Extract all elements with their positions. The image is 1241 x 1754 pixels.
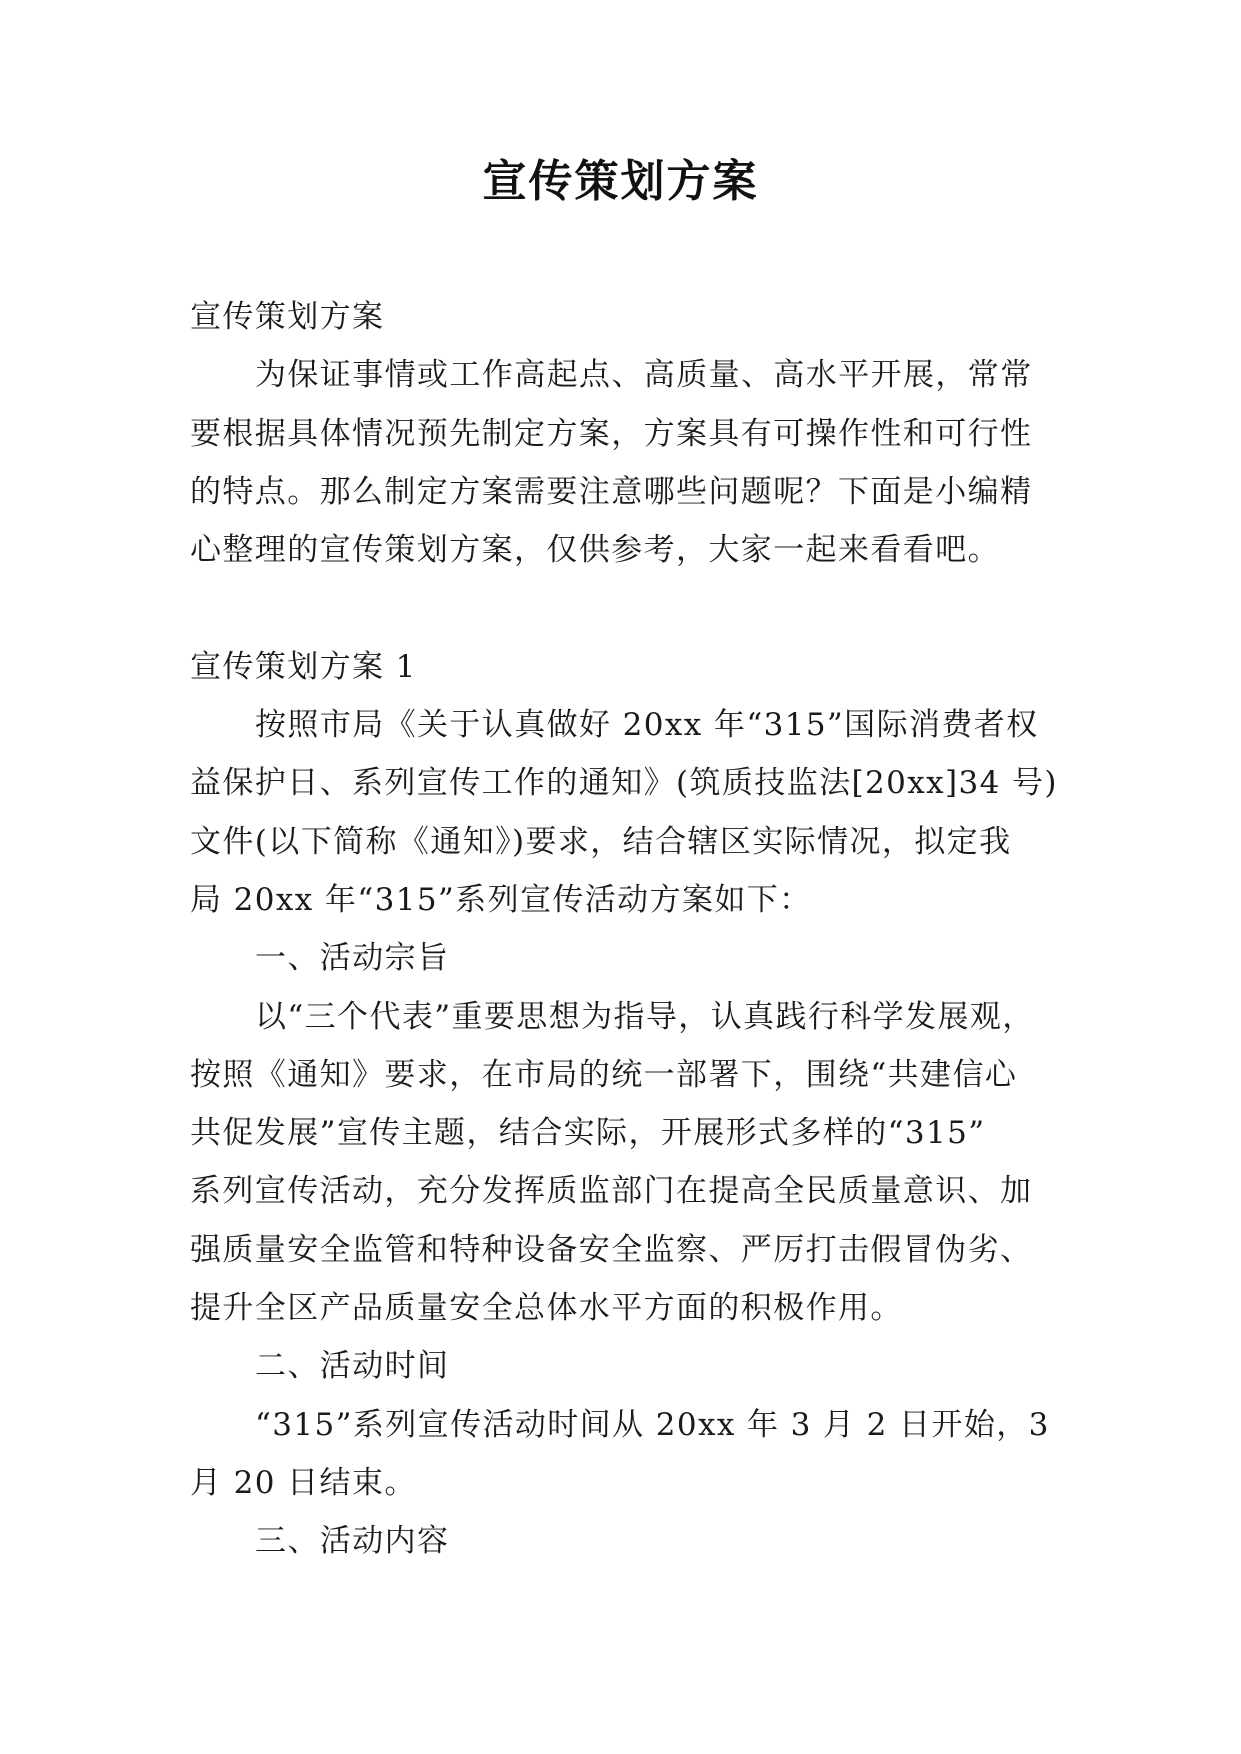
paragraph-line: 以“三个代表”重要思想为指导，认真践行科学发展观， [255,998,1035,1035]
blank-line [190,579,1060,637]
paragraph-line: 要根据具体情况预先制定方案，方案具有可操作性和可行性 [190,415,1033,452]
paragraph-line: 共促发展”宣传主题，结合实际，开展形式多样的“315” [190,1115,986,1152]
document-body [190,288,1060,1571]
paragraph-line: 系列宣传活动，充分发挥质监部门在提高全民质量意识、加 [190,1173,1033,1210]
paragraph-line: 为保证事情或工作高起点、高质量、高水平开展，常常 [255,357,1033,394]
subsection-heading: 三、活动内容 [255,1523,450,1560]
paragraph-line: 强质量安全监管和特种设备安全监察、严厉打击假冒伪劣、 [190,1231,1033,1268]
paragraph-line: 益保护日、系列宣传工作的通知》(筑质技监法[20xx]34 号) [190,765,1058,802]
paragraph-line: 局 20xx 年“315”系列宣传活动方案如下： [190,881,812,918]
paragraph-line: 提升全区产品质量安全总体水平方面的积极作用。 [190,1290,903,1327]
paragraph-line: “315”系列宣传活动时间从 20xx 年 3 月 2 日开始，3 [255,1406,1050,1443]
section-heading: 宣传策划方案 1 [190,648,417,685]
section-heading: 宣传策划方案 [190,299,385,335]
document-title: 宣传策划方案 [482,156,759,207]
subsection-heading: 二、活动时间 [255,1348,450,1385]
paragraph-line: 月 20 日结束。 [190,1464,417,1501]
paragraph-line: 文件(以下简称《通知》)要求，结合辖区实际情况，拟定我 [190,823,1012,860]
paragraph-line: 按照《通知》要求，在市局的统一部署下，围绕“共建信心 [190,1056,1018,1093]
paragraph-line: 心整理的宣传策划方案，仅供参考，大家一起来看看吧。 [190,532,1000,569]
paragraph-line: 按照市局《关于认真做好 20xx 年“315”国际消费者权 [255,707,1039,744]
subsection-heading: 一、活动宗旨 [255,940,450,977]
paragraph-line: 的特点。那么制定方案需要注意哪些问题呢？下面是小编精 [190,473,1033,510]
